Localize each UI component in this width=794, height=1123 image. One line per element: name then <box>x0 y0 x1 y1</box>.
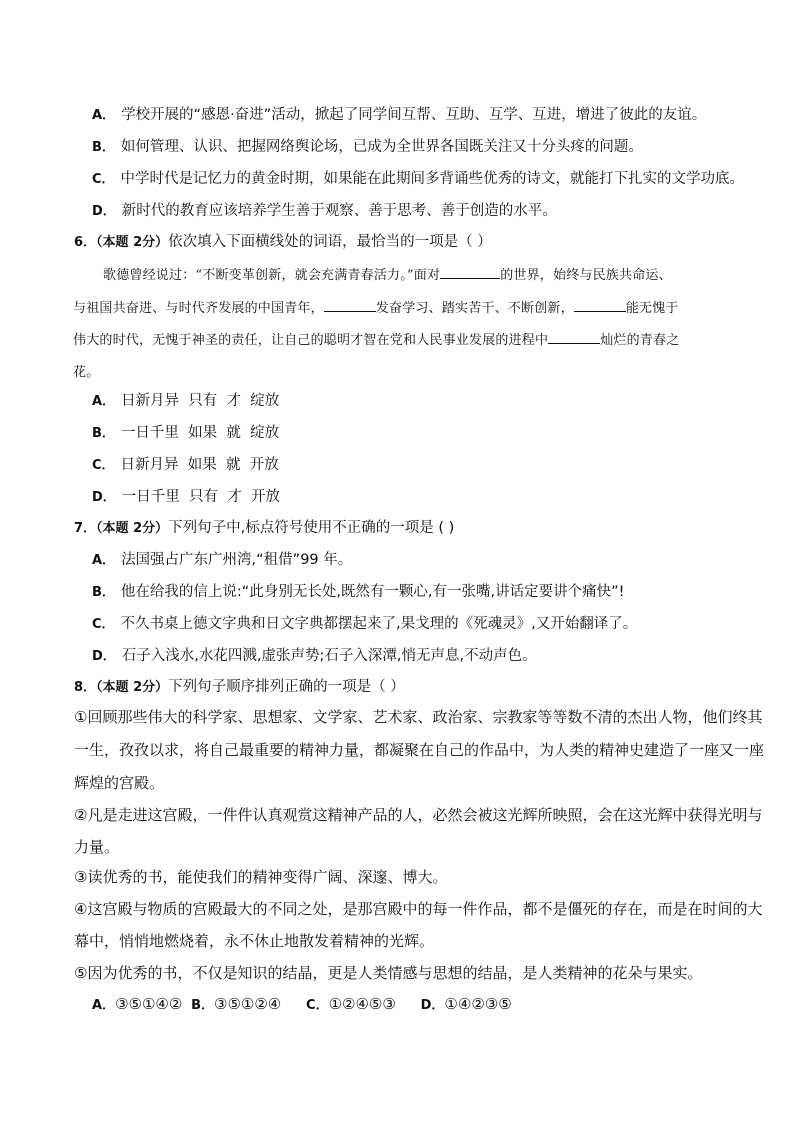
q7-option-a <box>92 548 352 569</box>
q8-sentence-5: ⑤因为优秀的书，不仅是知识的结晶，更是人类情感与思想的结晶，是人类精神的花朵与果实。 <box>74 964 703 982</box>
q8-sentence-4-line-1: ④这宫殿与物质的宫殿最大的不同之处，是那宫殿中的每一件作品，都不是僵死的存在，而是在时间的大 <box>74 900 763 918</box>
question-text: 依次填入下面横线处的词语，最恰当的一项是（ ） <box>168 234 492 250</box>
q8-sentence-4-line-2: 幕中，悄悄地燃烧着，永不休止地散发着精神的光辉。 <box>74 932 435 950</box>
option-label: C． <box>92 617 115 632</box>
q7-option-d <box>92 644 537 665</box>
q7-option-b <box>92 580 624 601</box>
option-text: 法国强占广东广州湾,“租借”99 年。 <box>121 552 353 568</box>
option-label: D． <box>92 204 116 219</box>
q5-option-a <box>92 103 706 124</box>
question-meta: （本题 2分） <box>96 235 169 250</box>
q6-option-d <box>92 485 280 506</box>
q5-option-b <box>92 135 643 156</box>
q8-sentence-2-line-1: ②凡是走进这宫殿，一件件认真观赏这精神产品的人，必然会被这光辉所映照，会在这光辉中获得光明与 <box>74 806 763 824</box>
option-text: 石子入浅水,水花四溅,虚张声势;石子入深潭,悄无声息,不动声色。 <box>121 648 537 664</box>
question-number: 6． <box>74 235 97 250</box>
q8-sentence-1-line-2: 一生，孜孜以求，将自己最重要的精神力量，都凝聚在自己的作品中，为人类的精神史建造了一座又一座 <box>74 741 765 759</box>
option-text: 日新月异 如果 就 开放 <box>120 457 279 473</box>
q8-sentence-1-line-1: ①回顾那些伟大的科学家、思想家、文学家、艺术家、政治家、宗教家等等数不清的杰出人物，他们终其 <box>74 708 763 726</box>
option-label: A． <box>92 998 116 1013</box>
q8-option-b: ③⑤①②④ <box>214 995 282 1013</box>
passage-text: 发奋学习、踏实苦干、不断创新， <box>375 301 574 316</box>
option-label: A． <box>92 108 116 123</box>
option-label: C． <box>92 458 115 473</box>
question-meta: （本题 2分） <box>96 680 169 695</box>
q6-passage-line-2 <box>73 297 679 316</box>
option-text: 不久书桌上德文字典和日文字典都摆起来了,果戈理的《死魂灵》,又开始翻译了。 <box>120 616 638 632</box>
option-label: A． <box>92 394 116 409</box>
option-text: 中学时代是记忆力的黄金时期，如果能在此期间多背诵些优秀的诗文，就能打下扎实的文学功底。 <box>120 171 745 187</box>
q8-sentence-1-line-3: 辉煌的宫殿。 <box>74 774 165 792</box>
q6-passage-line-3 <box>73 329 679 348</box>
option-label: D． <box>92 490 116 505</box>
q7-option-c <box>92 612 637 633</box>
fill-blank-1 <box>440 266 500 279</box>
passage-text: 的世界，始终与民族共命运、 <box>500 268 672 283</box>
fill-blank-2 <box>324 299 376 312</box>
q6-option-a <box>92 389 279 410</box>
q8-option-a: ③⑤①④② <box>115 995 183 1013</box>
q8-option-c: ①②④⑤③ <box>328 995 396 1013</box>
fill-blank-3 <box>574 299 626 312</box>
option-text: 学校开展的“感恩·奋进”活动，掀起了同学间互帮、互助、互学、互进，增进了彼此的友谊。 <box>121 107 707 123</box>
option-label: B． <box>92 585 115 600</box>
q8-stem <box>74 675 405 696</box>
q5-option-c <box>92 167 744 188</box>
option-text: 一日千里 如果 就 绽放 <box>120 425 280 441</box>
question-meta: （本题 2分） <box>96 521 169 536</box>
option-label: B． <box>92 140 115 155</box>
option-label: B． <box>92 426 115 441</box>
q8-sentence-3: ③读优秀的书，能使我们的精神变得广阔、深邃、博大。 <box>74 868 448 886</box>
option-text: 一日千里 只有 才 开放 <box>121 489 280 505</box>
q6-passage-line-4 <box>73 361 99 380</box>
question-number: 7． <box>74 521 97 536</box>
passage-text: 伟大的时代，无愧于神圣的责任，让自己的聪明才智在党和人民事业发展的进程中 <box>73 333 549 348</box>
q6-stem <box>74 230 492 251</box>
option-text: 如何管理、认识、把握网络舆论场，已成为全世界各国既关注又十分头疼的问题。 <box>120 139 643 155</box>
q6-passage-line-1 <box>103 264 672 283</box>
option-text: 新时代的教育应该培养学生善于观察、善于思考、善于创造的水平。 <box>121 203 557 219</box>
question-number: 8． <box>74 680 97 695</box>
q5-option-d <box>92 199 557 220</box>
option-label: B． <box>191 998 215 1013</box>
passage-text: 花。 <box>73 365 100 380</box>
option-label: C． <box>92 172 115 187</box>
option-label: A． <box>92 553 116 568</box>
q6-option-b <box>92 421 279 442</box>
passage-text: 灿烂的青春之 <box>600 333 680 348</box>
q8-sentence-2-line-2: 力量。 <box>74 838 120 856</box>
question-text: 下列句子中,标点符号使用不正确的一项是 ( ) <box>168 520 455 536</box>
fill-blank-4 <box>548 331 600 344</box>
q8-options-row <box>92 994 512 1013</box>
option-label: D． <box>420 998 445 1013</box>
option-label: D． <box>92 649 116 664</box>
option-text: 他在给我的信上说:“此身别无长处,既然有一颗心,有一张嘴,讲话定要讲个痛快”! <box>120 584 625 600</box>
question-text: 下列句子顺序排列正确的一项是（ ） <box>168 679 405 695</box>
option-label: C． <box>306 998 329 1013</box>
q6-option-c <box>92 453 279 474</box>
passage-text: 与祖国共奋进、与时代齐发展的中国青年， <box>73 301 324 316</box>
passage-text: 能无愧于 <box>625 301 679 316</box>
q7-stem <box>74 516 454 537</box>
passage-text: 歌德曾经说过：“不断变革创新，就会充满青春活力。”面对 <box>103 268 441 283</box>
option-text: 日新月异 只有 才 绽放 <box>121 393 280 409</box>
q8-option-d: ①④②③⑤ <box>444 995 512 1013</box>
